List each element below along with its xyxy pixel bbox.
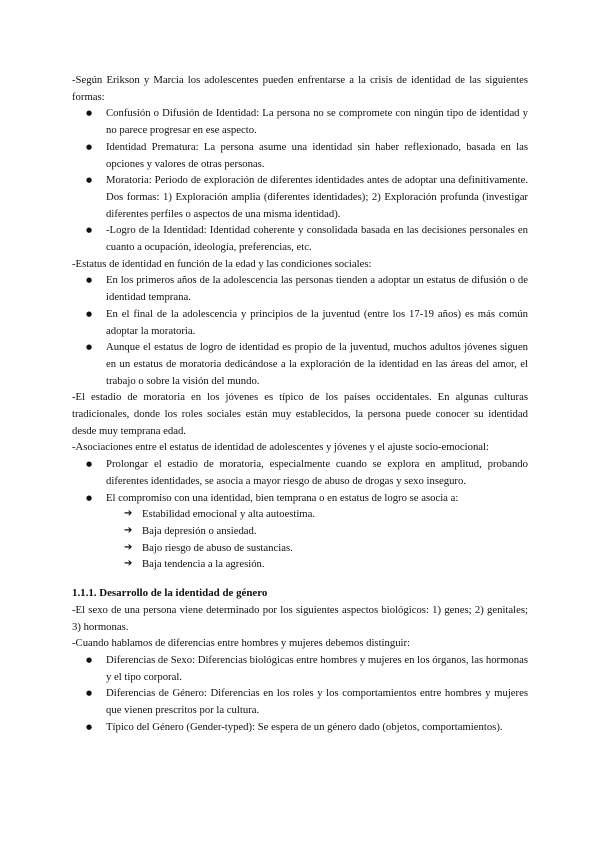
list-item: ● Confusión o Difusión de Identidad: La persona no se compromete con ningún tipo de identidad y no parece progresar en ese aspecto. [72, 105, 528, 138]
arrow-right-icon: ➔ [124, 558, 133, 570]
list-item: ● El compromiso con una identidad, bien temprana o en estatus de logro se asocia a: [72, 490, 528, 507]
list-item: ● En los primeros años de la adolescencia las personas tienden a adoptar un estatus de difusión o de identidad temprana. [72, 272, 528, 305]
list-item-text: Estabilidad emocional y alta autoestima. [142, 508, 316, 521]
section-heading-gender-identity: 1.1.1. Desarrollo de la identidad de género [72, 587, 268, 600]
socio-emotional-list [72, 456, 528, 506]
list-item: ● Prolongar el estadio de moratoria, especialmente cuando se explora en amplitud, probando diferentes identidades, se asocia a mayor riesgo de abuso de drogas y sexo inseguro. [72, 456, 528, 489]
document-page [72, 72, 528, 735]
list-item: ● Típico del Género (Gender-typed): Se espera de un género dado (objetos, comportamientos). [72, 719, 528, 736]
list-item: ● Diferencias de Género: Diferencias en los roles y los comportamientos entre hombres y mujeres que vienen prescritos por la cultura. [72, 685, 528, 718]
list-item: ● -Logro de la Identidad: Identidad coherente y consolidada basada en las decisiones personales en cuanto a ocupación, ideología, preferencias, etc. [72, 222, 528, 255]
list-item: ● Aunque el estatus de logro de identidad es propio de la juventud, muchos adultos jóvenes siguen en un estatus de moratoria dedicándose a la exploración de la identidad en las áreas del amor, el trabajo o sobre la visión del mundo. [72, 339, 528, 389]
arrow-right-icon: ➔ [124, 541, 133, 553]
intro-identity-status-age: -Estatus de identidad en función de la edad y las condiciones sociales: [72, 257, 372, 270]
list-item-text: Bajo riesgo de abuso de sustancias. [142, 541, 293, 554]
list-item: ● Identidad Prematura: La persona asume una identidad sin haber reflexionado, basada en las opciones y valores de otras personas. [72, 139, 528, 172]
moratoria-paragraph: -El estadio de moratoria en los jóvenes es típico de los países occidentales. En algunas culturas tradicionales, donde los roles sociales están muy establecidos, la persona puede conocer su identidad desde muy temprana edad. [72, 391, 528, 437]
list-item-text: Baja depresión o ansiedad. [142, 524, 257, 537]
commitment-outcomes-list [72, 506, 528, 573]
list-item [72, 523, 528, 540]
arrow-right-icon: ➔ [124, 508, 133, 520]
list-item: ● En el final de la adolescencia y principios de la juventud (entre los 17-19 años) es más común adoptar la moratoria. [72, 306, 528, 339]
list-item: ● Diferencias de Sexo: Diferencias biológicas entre hombres y mujeres en los órganos, las hormonas y el tipo corporal. [72, 652, 528, 685]
identity-forms-list [72, 105, 528, 255]
list-item [72, 556, 528, 573]
arrow-right-icon: ➔ [124, 524, 133, 536]
list-item [72, 540, 528, 557]
list-item [72, 506, 528, 523]
intro-socio-emotional: -Asociaciones entre el estatus de identidad de adolescentes y jóvenes y el ajuste socio-emocional: [72, 441, 489, 454]
list-item: ● Moratoria: Periodo de exploración de diferentes identidades antes de adoptar una definitivamente. Dos formas: 1) Exploración amplia (diferentes identidades); 2) Exploración profunda (investigar diferentes perfiles o aspectos de una misma identidad). [72, 172, 528, 222]
list-item-text: Baja tendencia a la agresión. [142, 558, 265, 571]
intro-erikson-marcia: -Según Erikson y Marcia los adolescentes pueden enfrentarse a la crisis de identidad de las siguientes formas: [72, 74, 528, 103]
identity-status-age-list [72, 272, 528, 389]
gender-differences-list [72, 652, 528, 736]
sex-determination-paragraph: -El sexo de una persona viene determinado por los siguientes aspectos biológicos: 1) genes; 2) genitales; 3) hormonas. [72, 603, 528, 633]
differences-intro: -Cuando hablamos de diferencias entre hombres y mujeres debemos distinguir: [72, 637, 411, 650]
